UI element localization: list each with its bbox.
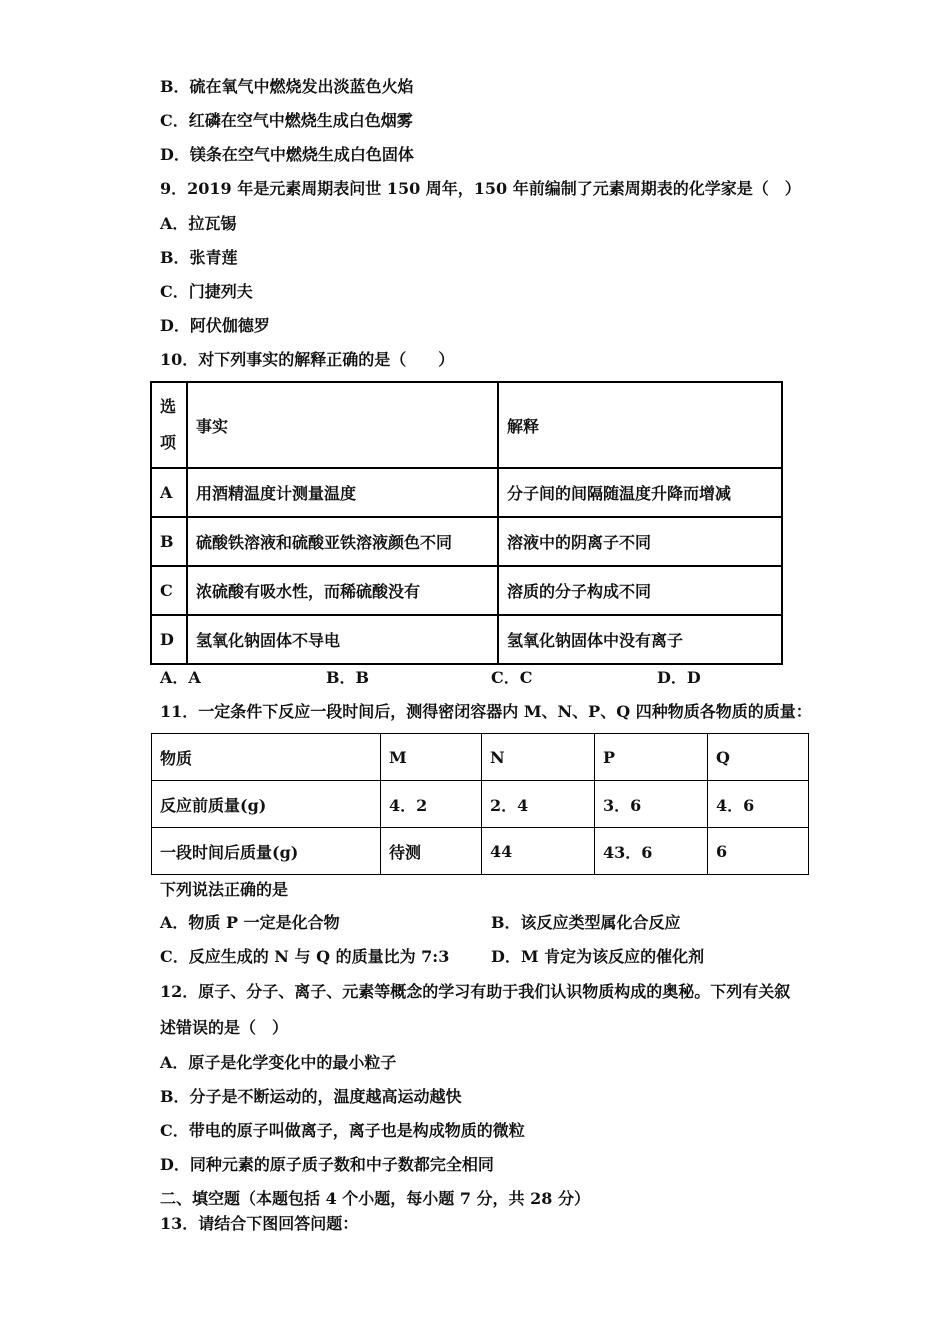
q11-header-q: Q xyxy=(708,734,809,781)
q11-cell-m: 4．2 xyxy=(381,781,482,828)
q10-header-option-line2: 项 xyxy=(160,433,177,452)
q12-stem-line2: 述错误的是（ ） xyxy=(160,1018,289,1037)
q10-row-option: B xyxy=(151,517,187,566)
table-row xyxy=(152,828,809,875)
q11-row-label: 一段时间后质量(g) xyxy=(152,828,381,875)
q12-option-a: A．原子是化学变化中的最小粒子 xyxy=(160,1053,397,1072)
q11-option-d: D．M 肯定为该反应的催化剂 xyxy=(491,947,705,966)
q10-row-fact: 浓硫酸有吸水性，而稀硫酸没有 xyxy=(187,566,498,615)
table-row xyxy=(151,468,782,517)
q11-cell-n: 44 xyxy=(482,828,595,875)
q10-choice-d: D．D xyxy=(657,668,701,687)
q11-cell-q: 4．6 xyxy=(708,781,809,828)
q11-cell-n: 2．4 xyxy=(482,781,595,828)
q12-option-b: B．分子是不断运动的，温度越高运动越快 xyxy=(160,1087,462,1106)
q11-header-p: P xyxy=(595,734,708,781)
q11-header-n: N xyxy=(482,734,595,781)
q10-header-option-line1: 选 xyxy=(160,397,177,416)
q11-stem: 11．一定条件下反应一段时间后，测得密闭容器内 M、N、P、Q 四种物质各物质的质量： xyxy=(160,702,812,721)
q9-option-a: A．拉瓦锡 xyxy=(160,214,237,233)
q11-header-substance: 物质 xyxy=(152,734,381,781)
q10-header-option xyxy=(151,382,187,468)
q13-stem: 13．请结合下图回答问题： xyxy=(160,1214,359,1233)
q11-cell-p: 3．6 xyxy=(595,781,708,828)
q10-row-explain: 溶液中的阴离子不同 xyxy=(498,517,782,566)
q9-stem: 9．2019 年是元素周期表问世 150 周年，150 年前编制了元素周期表的化学家是（ ） xyxy=(160,179,801,198)
q12-stem-line1: 12．原子、分子、离子、元素等概念的学习有助于我们认识物质构成的奥秘。下列有关叙 xyxy=(160,982,791,1001)
q10-row-option: A xyxy=(151,468,187,517)
q11-table xyxy=(151,733,809,875)
table-row xyxy=(151,615,782,664)
q11-cell-p: 43．6 xyxy=(595,828,708,875)
q10-header-fact: 事实 xyxy=(187,382,498,468)
q10-table xyxy=(150,381,783,665)
q10-row-explain: 分子间的间隔随温度升降而增减 xyxy=(498,468,782,517)
q11-prompt: 下列说法正确的是 xyxy=(160,880,289,899)
section-title: 二、填空题（本题包括 4 个小题，每小题 7 分，共 28 分） xyxy=(160,1189,590,1208)
q8-option-c: C．红磷在空气中燃烧生成白色烟雾 xyxy=(160,111,413,130)
table-row xyxy=(151,517,782,566)
q10-row-option: C xyxy=(151,566,187,615)
q10-stem: 10．对下列事实的解释正确的是（ ） xyxy=(160,350,455,369)
table-row xyxy=(151,566,782,615)
q11-header-row xyxy=(152,734,809,781)
q10-row-explain: 溶质的分子构成不同 xyxy=(498,566,782,615)
q11-option-b: B．该反应类型属化合反应 xyxy=(491,913,681,932)
q10-choice-b: B．B xyxy=(326,668,370,687)
q8-option-b: B．硫在氧气中燃烧发出淡蓝色火焰 xyxy=(160,77,414,96)
q11-option-c: C．反应生成的 N 与 Q 的质量比为 7:3 xyxy=(160,947,450,966)
q11-cell-m: 待测 xyxy=(381,828,482,875)
q8-option-d: D．镁条在空气中燃烧生成白色固体 xyxy=(160,145,414,164)
q10-header-row xyxy=(151,382,782,468)
q11-cell-q: 6 xyxy=(708,828,809,875)
q12-option-d: D．同种元素的原子质子数和中子数都完全相同 xyxy=(160,1155,494,1174)
q10-row-fact: 硫酸铁溶液和硫酸亚铁溶液颜色不同 xyxy=(187,517,498,566)
q9-option-c: C．门捷列夫 xyxy=(160,282,253,301)
q11-header-m: M xyxy=(381,734,482,781)
table-row xyxy=(152,781,809,828)
q10-row-fact: 氢氧化钠固体不导电 xyxy=(187,615,498,664)
q11-row-label: 反应前质量(g) xyxy=(152,781,381,828)
q9-option-d: D．阿伏伽德罗 xyxy=(160,316,270,335)
q10-choice-a: A．A xyxy=(160,668,201,687)
q10-header-explain: 解释 xyxy=(498,382,782,468)
q10-row-option: D xyxy=(151,615,187,664)
q9-option-b: B．张青莲 xyxy=(160,248,238,267)
q10-row-fact: 用酒精温度计测量温度 xyxy=(187,468,498,517)
q10-row-explain: 氢氧化钠固体中没有离子 xyxy=(498,615,782,664)
q10-choice-c: C．C xyxy=(491,668,533,687)
q11-option-a: A．物质 P 一定是化合物 xyxy=(160,913,340,932)
q12-option-c: C．带电的原子叫做离子，离子也是构成物质的微粒 xyxy=(160,1121,525,1140)
